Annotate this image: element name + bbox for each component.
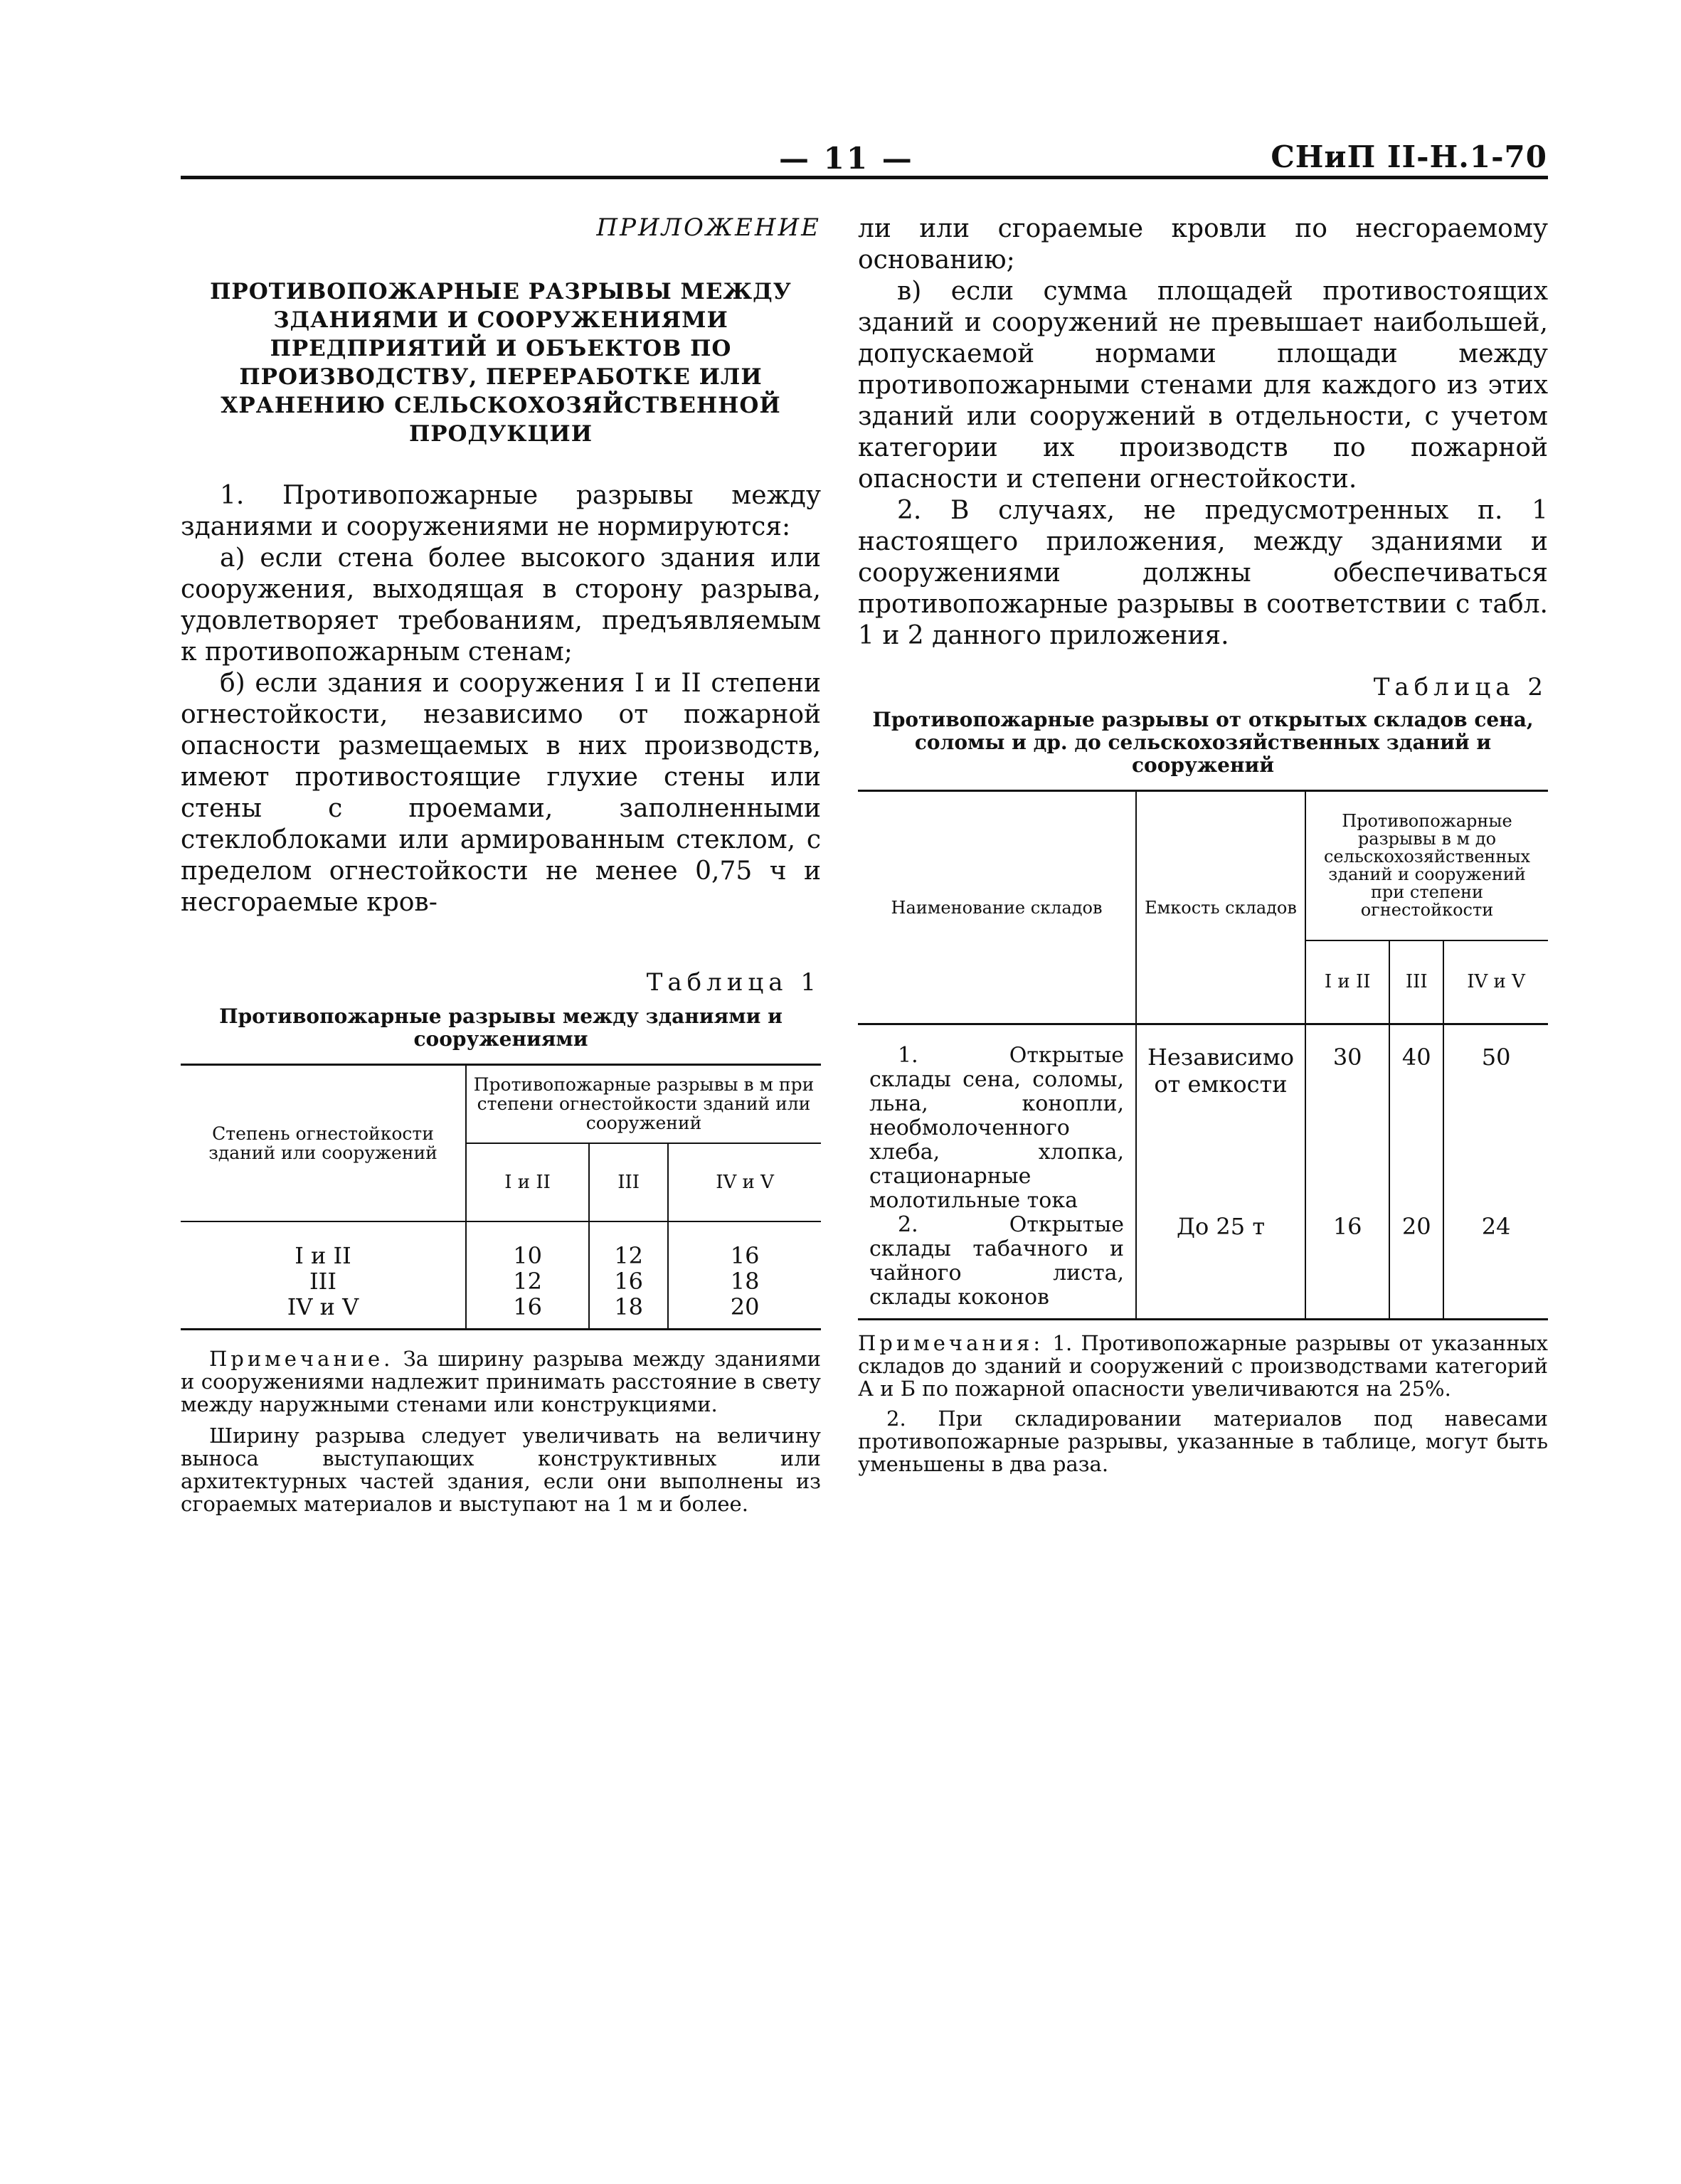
table-2-cell: 40	[1389, 1024, 1443, 1214]
note-label: Примечание.	[209, 1347, 394, 1371]
table-1-note	[181, 1347, 821, 1416]
table-1-cell: 12	[466, 1268, 589, 1294]
left-column	[181, 213, 821, 1515]
table-2-cell: 50	[1443, 1024, 1548, 1214]
page-number: — 11 —	[779, 141, 914, 176]
table-1-row-label: III	[309, 1267, 336, 1295]
table-1-cell: 16	[466, 1294, 589, 1320]
table-1-note-2: Ширину разрыва следует увеличивать на величину выноса выступающих конструктивных или архитектурных частей здания, если они выполнены из сгораемых материалов и выступают на 1 м и более.	[181, 1424, 821, 1516]
table-2-head-capacity: Емкость складов	[1136, 791, 1305, 1024]
table-1-cell: 10	[466, 1243, 589, 1268]
table-2-cell: 20	[1389, 1213, 1443, 1320]
paragraph-1: 1. Противопожарные разрывы между зданиями и сооружениями не нормируются:	[181, 481, 821, 541]
appendix-title: ПРОТИВОПОЖАРНЫЕ РАЗРЫВЫ МЕЖДУ ЗДАНИЯМИ И СООРУЖЕНИЯМИ ПРЕДПРИЯТИЙ И ОБЪЕКТОВ ПО ПРОИЗВОДСТВУ, ПЕРЕРАБОТКЕ ИЛИ ХРАНЕНИЮ СЕЛЬСКОХОЗЯЙСТВЕННОЙ ПРОДУКЦИИ	[210, 279, 792, 447]
table-2-cell: 16	[1305, 1213, 1389, 1320]
table-1-cell: 18	[668, 1268, 821, 1294]
table-1-subhead: III	[589, 1143, 668, 1221]
table-2-row-name: 2. Открытые склады табачного и чайного листа, склады коконов	[869, 1212, 1124, 1310]
table-1-row-label: IV и V	[287, 1293, 359, 1320]
table-2-row-name: 1. Открытые склады сена, соломы, льна, конопли, необмолоченного хлеба, хлопка, стационарные молотильные тока	[869, 1043, 1124, 1213]
note-text: За ширину разрыва между зданиями и сооружениями надлежит принимать расстояние в свету между наружными стенами или конструкциями.	[181, 1347, 821, 1416]
paragraph-1a: а) если стена более высокого здания или сооружения, выходящая в сторону разрыва, удовлетворяет требованиям, предъявляемым к противопожарным стенам;	[181, 544, 821, 667]
table-2-head-group: Противопожарные разрывы в м до сельскохозяйственных зданий и сооружений при степени огнестойкости	[1305, 791, 1548, 940]
table-2-subhead: III	[1389, 940, 1443, 1024]
table-1-row-label: I и II	[295, 1241, 351, 1269]
table-2-head-name: Наименование складов	[858, 791, 1136, 1024]
table-1-col-head: Степень огнестойкости зданий или сооружений	[181, 1065, 466, 1221]
table-2	[858, 790, 1548, 1320]
table-1-subhead: I и II	[466, 1143, 589, 1221]
table-1-cell: 16	[589, 1268, 668, 1294]
header-rule	[181, 176, 1548, 179]
table-1	[181, 1064, 821, 1330]
paragraph-1v: в) если сумма площадей противостоящих зданий и сооружений не превышает наибольшей, допускаемой нормами площади между противопожарными стенами для каждого из этих зданий или сооружений в отдельности, с учетом категории их производств по пожарной опасности и степени огнестойкости.	[858, 277, 1548, 494]
table-1-cell: 18	[589, 1294, 668, 1320]
table-1-cell: 20	[668, 1294, 821, 1320]
table-2-cell: 24	[1443, 1213, 1548, 1320]
table-2-title: Противопожарные разрывы от открытых складов сена, соломы и др. до сельскохозяйственных зданий и сооружений	[872, 708, 1534, 777]
appendix-label: ПРИЛОЖЕНИЕ	[596, 213, 821, 242]
paragraph-continuation: ли или сгораемые кровли по несгораемому основанию;	[858, 214, 1548, 275]
table-2-cell: 30	[1305, 1024, 1389, 1214]
table-2-note-1	[858, 1332, 1548, 1400]
note-1-text: 1. Противопожарные разрывы от указанных складов до зданий и сооружений с производствами категорий А и Б по пожарной опасности увеличиваются на 25%.	[858, 1331, 1549, 1401]
table-1-subhead: IV и V	[668, 1143, 821, 1221]
table-2-subhead: I и II	[1305, 940, 1389, 1024]
table-2-caption: Таблица 2	[1373, 673, 1548, 701]
table-1-caption: Таблица 1	[646, 968, 821, 997]
table-1-group-head: Противопожарные разрывы в м при степени огнестойкости зданий или сооружений	[466, 1065, 821, 1143]
notes-label: Примечания:	[858, 1331, 1044, 1355]
table-2-row-capacity: Независимо от емкости	[1136, 1024, 1305, 1214]
paragraph-2: 2. В случаях, не предусмотренных п. 1 настоящего приложения, между зданиями и сооружениями должны обеспечиваться противопожарные разрывы в соответствии с табл. 1 и 2 данного приложения.	[858, 496, 1548, 650]
paragraph-1b: б) если здания и сооружения I и II степени огнестойкости, независимо от пожарной опасности размещаемых в них производств, имеют противостоящие глухие стены или стены с проемами, заполненными стеклоблоками или армированным стеклом, с пределом огнестойкости не менее 0,75 ч и несгораемые кров-	[181, 669, 821, 917]
table-2-subhead: IV и V	[1443, 940, 1548, 1024]
document-code: СНиП II-H.1-70	[1271, 139, 1547, 174]
table-1-title: Противопожарные разрывы между зданиями и сооружениями	[219, 1004, 783, 1051]
table-2-note-2: 2. При складировании материалов под навесами противопожарные разрывы, указанные в таблице, могут быть уменьшены в два раза.	[858, 1406, 1548, 1476]
table-2-row-capacity: До 25 т	[1136, 1213, 1305, 1320]
table-1-cell: 16	[668, 1243, 821, 1268]
right-column	[858, 213, 1548, 1475]
table-1-cell: 12	[589, 1243, 668, 1268]
